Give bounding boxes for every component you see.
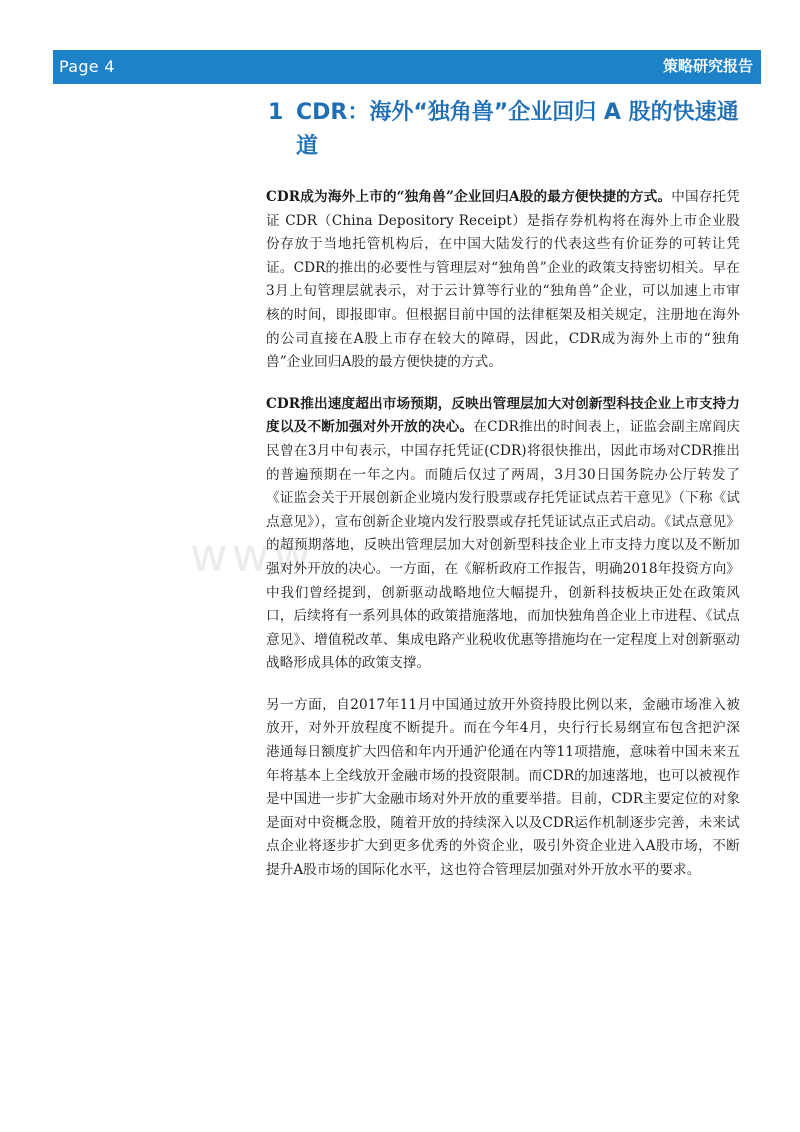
paragraph-2-lead: CDR推出速度超出市场预期，反映出管理层加大对创新型科技企业上市支持力度以及不断加强对外开放的决心。 [266,395,740,436]
watermark: www. [190,528,330,582]
section-heading [266,96,740,164]
page-number: Page 4 [59,57,115,76]
paragraph-1 [266,186,740,375]
paragraph-3 [266,694,740,883]
page-header-bar [53,50,761,84]
paragraph-2 [266,393,740,676]
section-cdr [266,96,740,901]
report-type-label: 策略研究报告 [662,57,753,75]
paragraph-1-body: 中国存托凭证 CDR（China Depository Receipt）是指存券机构将在海外上市企业股份存放于当地托管机构后，在中国大陆发行的代表这些有价证券的可转让凭证。CDR的推出的必要性与管理层对“独角兽”企业的政策支持密切相关。早在3月上旬管理层就表示，对于云计算等行业的“独角兽”企业，可以加速上市审核的时间，即报即审。但根据目前中国的法律框架及相关规定，注册地在海外的公司直接在A股上市存在较大的障碍，因此，CDR成为海外上市的“独角兽”企业回归A股的最方便快捷的方式。 [266,189,740,371]
section-title: CDR：海外“独角兽”企业回归 A 股的快速通道 [296,100,739,159]
paragraph-3-body: 另一方面，自2017年11月中国通过放开外资持股比例以来，金融市场准入被放开，对外开放程度不断提升。而在今年4月，央行行长易纲宣布包含把沪深港通每日额度扩大四倍和年内开通沪伦通在内等11项措施，意味着中国未来五年将基本上全线放开金融市场的投资限制。而CDR的加速落地，也可以被视作是中国进一步扩大金融市场对外开放的重要举措。目前，CDR主要定位的对象是面对中资概念股，随着开放的持续深入以及CDR运作机制逐步完善，未来试点企业将逐步扩大到更多优秀的外资企业，吸引外资企业进入A股市场，不断提升A股市场的国际化水平，这也符合管理层加强对外开放水平的要求。 [266,696,740,879]
paragraph-1-lead: CDR成为海外上市的“独角兽”企业回归A股的最方便快捷的方式。 [266,189,672,205]
section-number: 1 [268,100,284,125]
paragraph-2-body: 在CDR推出的时间表上，证监会副主席阎庆民曾在3月中旬表示，中国存托凭证(CDR)将很快推出，因此市场对CDR推出的普遍预期在一年之内。而随后仅过了两周，3月30日国务院办公厅转发了《证监会关于开展创新企业境内发行股票或存托凭证试点若干意见》（下称《试点意见》），宣布创新企业境内发行股票或存托凭证试点正式启动。《试点意见》的超预期落地，反映出管理层加大对创新型科技企业上市支持力度以及不断加强对外开放的决心。一方面，在《解析政府工作报告，明确2018年投资方向》中我们曾经提到，创新驱动战略地位大幅提升，创新科技板块正处在政策风口，后续将有一系列具体的政策措施落地，而加快独角兽企业上市进程、《试点意见》、增值税改革、集成电路产业税收优惠等措施均在一定程度上对创新驱动战略形成具体的政策支撑。 [266,419,740,672]
